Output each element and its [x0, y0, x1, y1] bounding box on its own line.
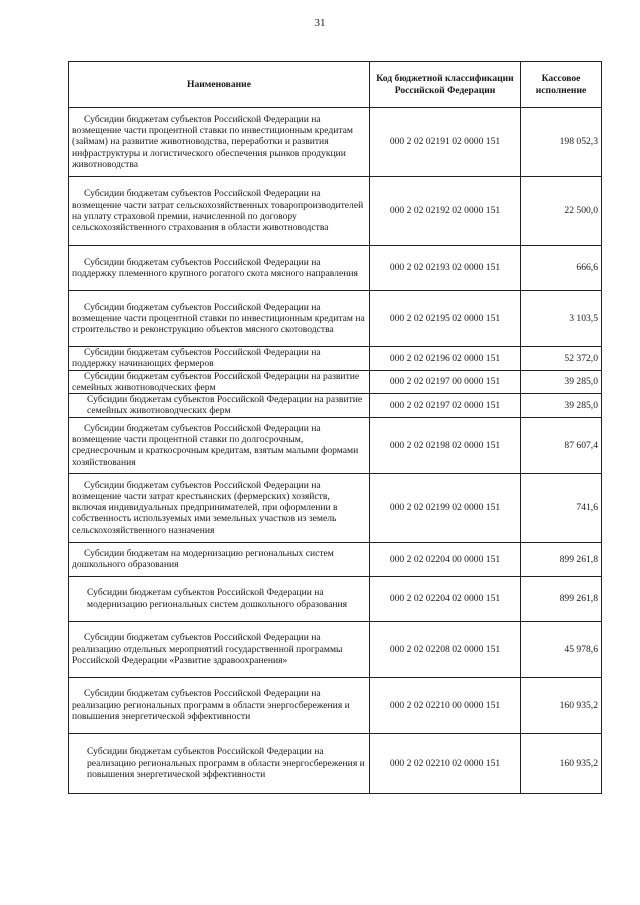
table-row: [69, 733, 602, 793]
table-row: [69, 417, 602, 473]
row-code: 000 2 02 02210 00 0000 151: [370, 677, 521, 733]
table-row: [69, 347, 602, 371]
row-amount: 741,6: [521, 473, 602, 542]
row-amount: 160 935,2: [521, 677, 602, 733]
row-amount: 666,6: [521, 246, 602, 291]
row-name: Субсидии бюджетам субъектов Российской Федерации на возмещение части процентной ставки по инвестиционным кредитам (займам) на развитие животноводства, переработки и развития инфраструктуры и логистического обеспечения рынков продукции животноводства: [69, 108, 370, 177]
table-header-row: [69, 62, 602, 108]
table-row: [69, 370, 602, 394]
row-name: Субсидии бюджетам субъектов Российской Федерации на возмещение части процентной ставки по инвестиционным кредитам на строительство и реконструкцию объектов мясного скотоводства: [69, 291, 370, 347]
row-amount: 39 285,0: [521, 370, 602, 394]
row-code: 000 2 02 02204 02 0000 151: [370, 576, 521, 621]
table-row: [69, 473, 602, 542]
table-row: [69, 677, 602, 733]
table-row: [69, 542, 602, 576]
row-code: 000 2 02 02210 02 0000 151: [370, 733, 521, 793]
row-amount: 160 935,2: [521, 733, 602, 793]
row-name: Субсидии бюджетам субъектов Российской Федерации на возмещение части затрат крестьянских (фермерских) хозяйств, включая индивидуальных предпринимателей, при оформлении в собственность используемых ими земельных участков из земель сельскохозяйственного назначения: [69, 473, 370, 542]
row-code: 000 2 02 02199 02 0000 151: [370, 473, 521, 542]
row-code: 000 2 02 02195 02 0000 151: [370, 291, 521, 347]
row-name: Субсидии бюджетам субъектов Российской Федерации на возмещение части затрат сельскохозяйственных товаропроизводителей на уплату страховой премии, начисленной по договору сельскохозяйственного страхования в области животноводства: [69, 177, 370, 246]
row-name: Субсидии бюджетам субъектов Российской Федерации на модернизацию региональных систем дошкольного образования: [69, 576, 370, 621]
row-name: Субсидии бюджетам субъектов Российской Федерации на поддержку начинающих фермеров: [69, 347, 370, 371]
table-row: [69, 177, 602, 246]
row-amount: 3 103,5: [521, 291, 602, 347]
table-row: [69, 576, 602, 621]
table-row: [69, 108, 602, 177]
row-amount: 87 607,4: [521, 417, 602, 473]
row-code: 000 2 02 02193 02 0000 151: [370, 246, 521, 291]
row-code: 000 2 02 02208 02 0000 151: [370, 621, 521, 677]
page-number: 31: [314, 17, 326, 29]
row-amount: 198 052,3: [521, 108, 602, 177]
row-code: 000 2 02 02191 02 0000 151: [370, 108, 521, 177]
row-code: 000 2 02 02196 02 0000 151: [370, 347, 521, 371]
row-name: Субсидии бюджетам субъектов Российской Федерации на реализацию региональных программ в области энергосбережения и повышения энергетической эффективности: [69, 733, 370, 793]
table-row: [69, 246, 602, 291]
table-row: [69, 291, 602, 347]
row-code: 000 2 02 02197 00 0000 151: [370, 370, 521, 394]
row-amount: 39 285,0: [521, 394, 602, 418]
row-name: Субсидии бюджетам субъектов Российской Федерации на развитие семейных животноводческих ферм: [69, 394, 370, 418]
row-code: 000 2 02 02198 02 0000 151: [370, 417, 521, 473]
table-row: [69, 621, 602, 677]
row-amount: 899 261,8: [521, 576, 602, 621]
row-amount: 52 372,0: [521, 347, 602, 371]
row-code: 000 2 02 02204 00 0000 151: [370, 542, 521, 576]
row-name: Субсидии бюджетам субъектов Российской Федерации на поддержку племенного крупного рогатого скота мясного направления: [69, 246, 370, 291]
row-amount: 899 261,8: [521, 542, 602, 576]
budget-table: [68, 61, 602, 794]
row-amount: 45 978,6: [521, 621, 602, 677]
header-code: Код бюджетной классификации Российской Федерации: [370, 62, 521, 108]
row-code: 000 2 02 02192 02 0000 151: [370, 177, 521, 246]
row-name: Субсидии бюджетам субъектов Российской Федерации на реализацию региональных программ в области энергосбережения и повышения энергетической эффективности: [69, 677, 370, 733]
row-name: Субсидии бюджетам субъектов Российской Федерации на возмещение части процентной ставки по долгосрочным, среднесрочным и краткосрочным кредитам, взятым малыми формами хозяйствования: [69, 417, 370, 473]
row-name: Субсидии бюджетам на модернизацию региональных систем дошкольного образования: [69, 542, 370, 576]
row-name: Субсидии бюджетам субъектов Российской Федерации на развитие семейных животноводческих ферм: [69, 370, 370, 394]
header-name: Наименование: [69, 62, 370, 108]
row-code: 000 2 02 02197 02 0000 151: [370, 394, 521, 418]
header-amount: Кассовое исполнение: [521, 62, 602, 108]
row-name: Субсидии бюджетам субъектов Российской Федерации на реализацию отдельных мероприятий государственной программы Российской Федерации «Развитие здравоохранения»: [69, 621, 370, 677]
row-amount: 22 500,0: [521, 177, 602, 246]
table-row: [69, 394, 602, 418]
